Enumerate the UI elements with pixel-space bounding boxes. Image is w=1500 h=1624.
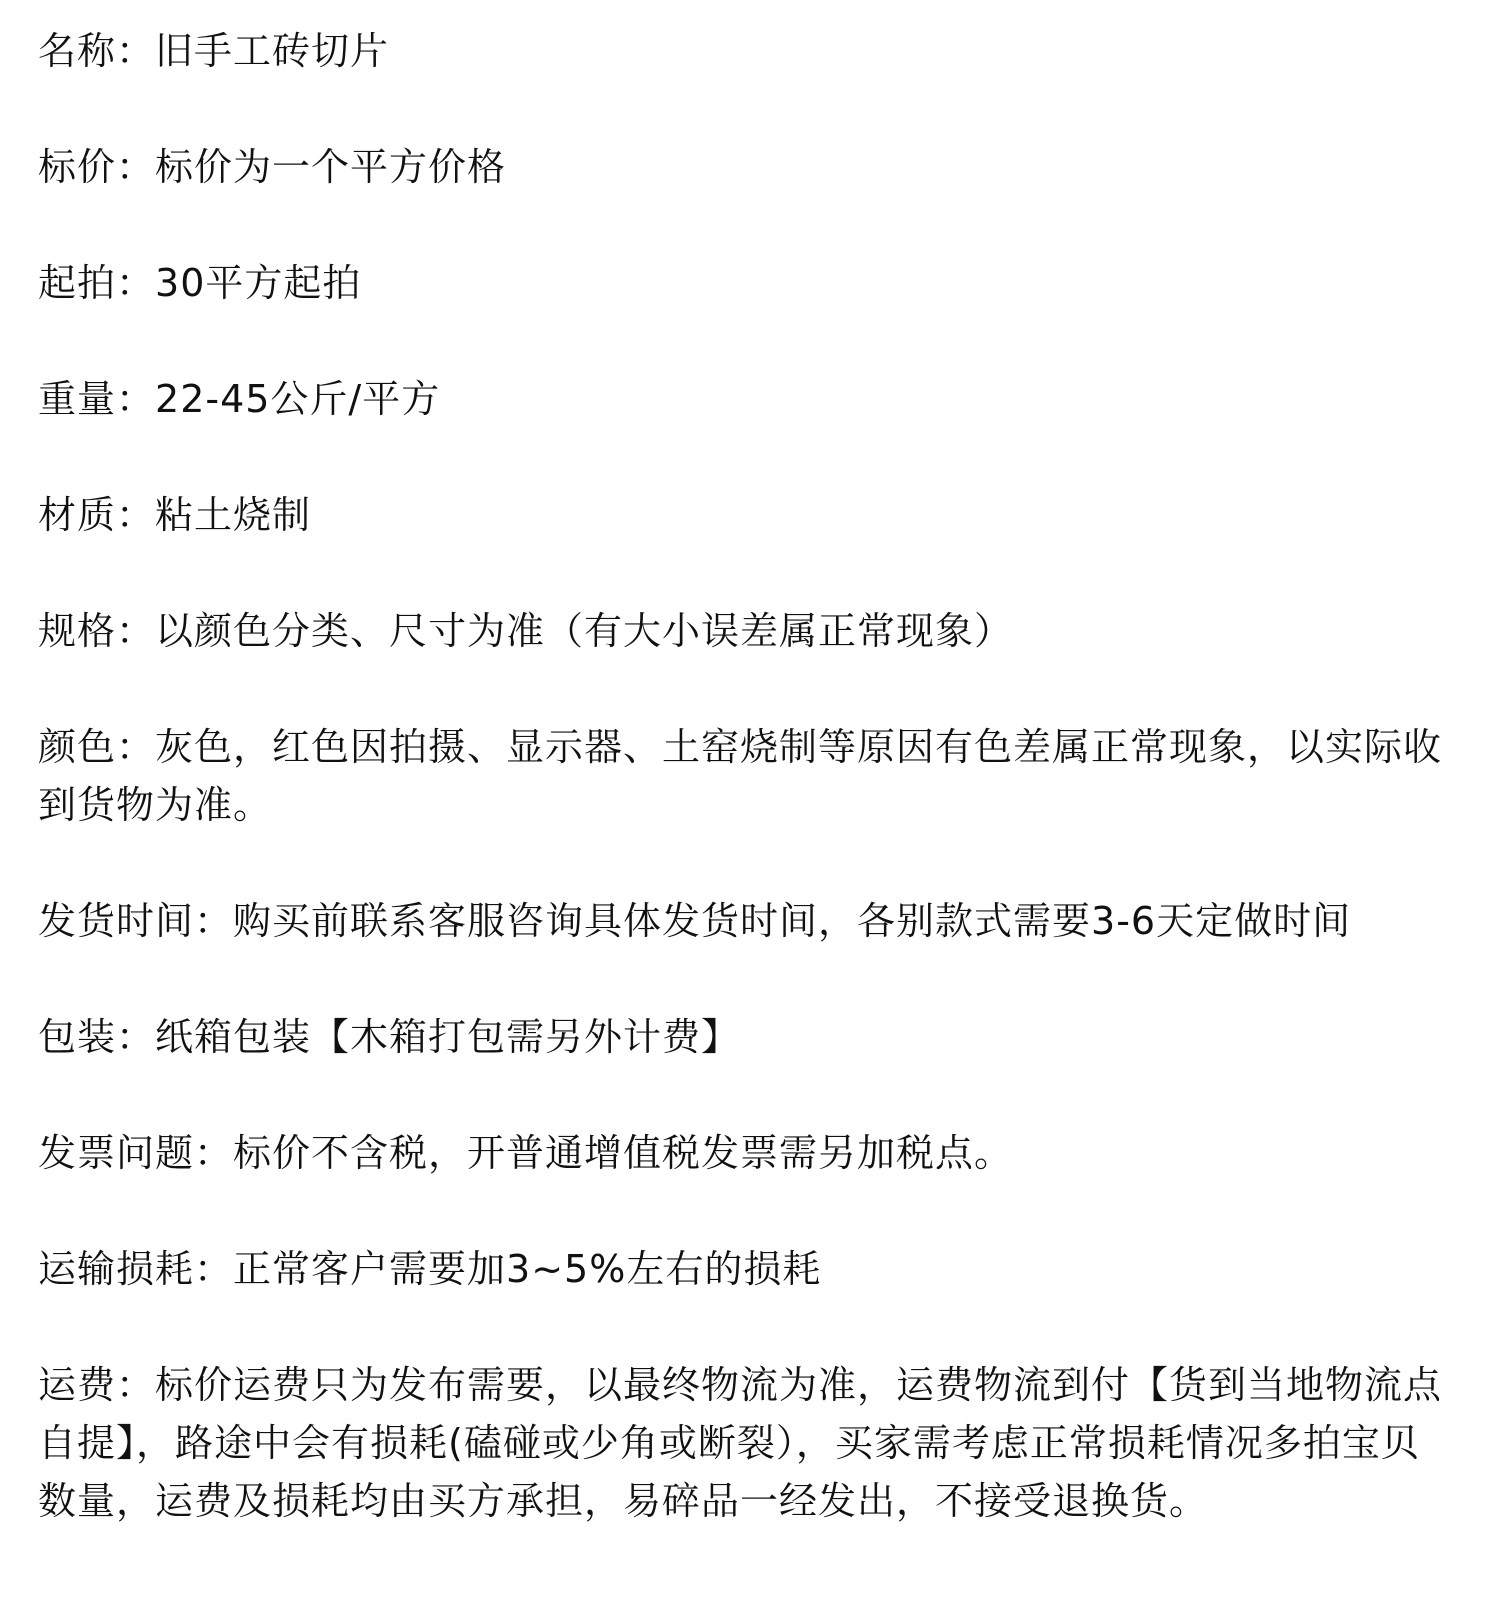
spec-label: 名称： bbox=[38, 29, 156, 73]
spec-packaging bbox=[38, 1008, 740, 1066]
spec-value: 粘土烧制 bbox=[155, 493, 312, 537]
spec-value: 旧手工砖切片 bbox=[155, 29, 390, 73]
spec-material bbox=[38, 486, 311, 544]
spec-weight bbox=[38, 370, 440, 428]
spec-label: 运费： bbox=[38, 1363, 156, 1407]
spec-ship-time bbox=[38, 892, 1351, 950]
spec-value: 30平方起拍 bbox=[155, 261, 362, 305]
spec-price bbox=[38, 138, 506, 196]
spec-value: 购买前联系客服咨询具体发货时间，各别款式需要3-6天定做时间 bbox=[233, 899, 1352, 943]
spec-value: 灰色，红色因拍摄、显示器、土窑烧制等原因有色差属正常现象，以实际收到货物为准。 bbox=[38, 725, 1443, 827]
spec-label: 标价： bbox=[38, 145, 156, 189]
spec-label: 发货时间： bbox=[38, 899, 234, 943]
spec-transport-loss bbox=[38, 1240, 821, 1298]
spec-label: 规格： bbox=[38, 609, 156, 653]
spec-name bbox=[38, 22, 389, 80]
spec-value: 以颜色分类、尺寸为准（有大小误差属正常现象） bbox=[155, 609, 1014, 653]
spec-label: 起拍： bbox=[38, 261, 156, 305]
spec-value: 22-45公斤/平方 bbox=[155, 377, 441, 421]
spec-label: 颜色： bbox=[38, 725, 156, 769]
spec-label: 重量： bbox=[38, 377, 156, 421]
spec-value: 正常客户需要加3~5%左右的损耗 bbox=[233, 1247, 822, 1291]
spec-label: 包装： bbox=[38, 1015, 156, 1059]
spec-size bbox=[38, 602, 1013, 660]
spec-shipping-fee bbox=[38, 1356, 1458, 1530]
spec-label: 发票问题： bbox=[38, 1131, 234, 1175]
spec-value: 标价为一个平方价格 bbox=[155, 145, 507, 189]
spec-value: 标价不含税，开普通增值税发票需另加税点。 bbox=[233, 1131, 1014, 1175]
spec-label: 运输损耗： bbox=[38, 1247, 234, 1291]
spec-value: 标价运费只为发布需要，以最终物流为准，运费物流到付【货到当地物流点自提】，路途中会有损耗(磕碰或少角或断裂），买家需考虑正常损耗情况多拍宝贝数量，运费及损耗均由买方承担，易碎品一经发出，不接受退换货。 bbox=[38, 1363, 1443, 1523]
spec-color bbox=[38, 718, 1458, 834]
spec-value: 纸箱包装【木箱打包需另外计费】 bbox=[155, 1015, 741, 1059]
spec-label: 材质： bbox=[38, 493, 156, 537]
spec-invoice bbox=[38, 1124, 1013, 1182]
spec-min-order bbox=[38, 254, 361, 312]
